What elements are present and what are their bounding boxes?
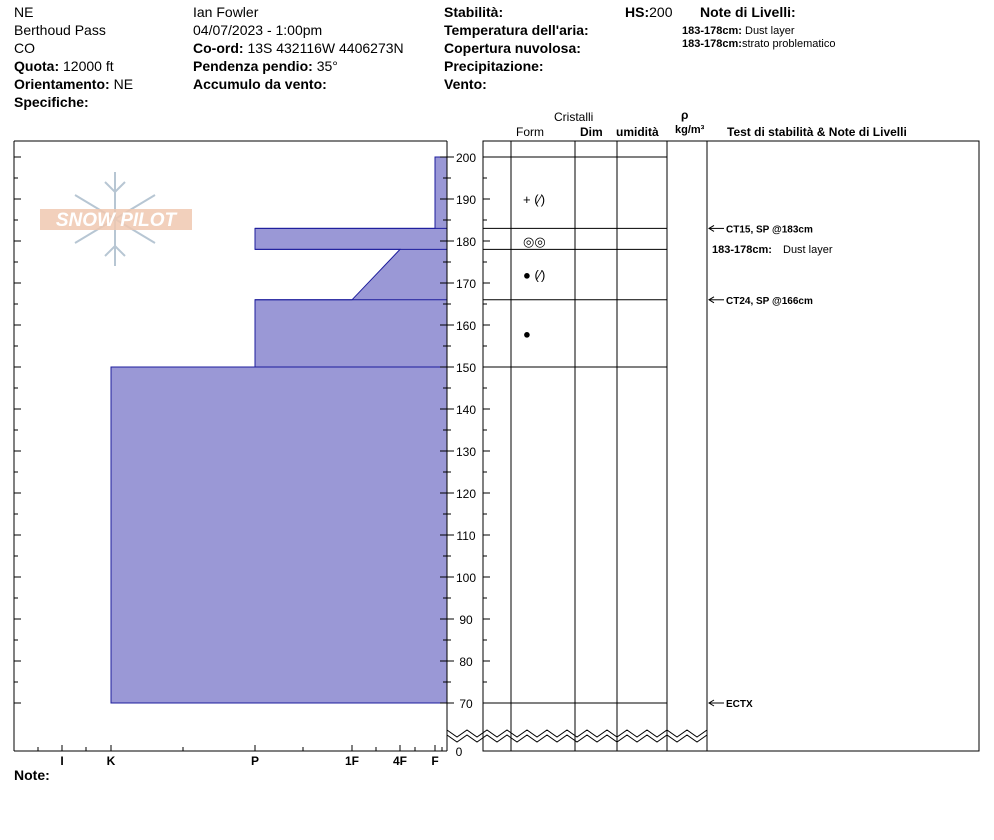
hardness-tick-label-I: I (60, 754, 64, 768)
elevation-label: Quota: (14, 58, 60, 74)
y-tick-label-0: 0 (455, 745, 463, 759)
precip-label: Precipitazione: (444, 58, 544, 74)
tests-header: Test di stabilità & Note di Livelli (727, 125, 907, 139)
hs-label: HS: (625, 4, 650, 20)
hs-value: 200 (649, 4, 673, 20)
y-tick-label-100: 100 (455, 571, 477, 585)
density-unit-header: kg/m³ (675, 124, 705, 136)
orientation-label: Orientamento: (14, 76, 110, 92)
observer: Ian Fowler (193, 4, 259, 20)
layer-note-1-range: 183-178cm: (682, 25, 742, 37)
hardness-tick-label-K: K (106, 754, 116, 768)
snow-pilot-logo (40, 172, 192, 266)
hardness-tick-label-F: F (431, 754, 439, 768)
y-tick-label-180: 180 (455, 235, 477, 249)
grain-form-symbol: ● (⁄) (523, 267, 546, 283)
rho-header: ρ (681, 108, 689, 122)
coord-label: Co-ord: (193, 40, 244, 56)
hardness-tick-label-4F: 4F (392, 754, 408, 768)
y-tick-label-170: 170 (455, 277, 477, 291)
y-tick-label-200: 200 (455, 151, 477, 165)
y-tick-label-150: 150 (455, 361, 477, 375)
axis-break-lower (447, 735, 707, 742)
aspect: NE (14, 4, 34, 20)
layer-comment-range: 183-178cm: (712, 244, 772, 256)
layer-notes-title: Note di Livelli: (700, 4, 796, 20)
grain-form-symbol: ◎◎ (523, 234, 546, 249)
y-tick-label-80: 80 (459, 655, 473, 669)
y-tick-label-140: 140 (455, 403, 477, 417)
hardness-profile-area (111, 157, 447, 703)
hardness-tick-label-P: P (250, 754, 260, 768)
wind-label: Vento: (444, 76, 487, 92)
y-tick-label-190: 190 (455, 193, 477, 207)
cloud-label: Copertura nuvolosa: (444, 40, 581, 56)
grain-form-symbol: + (⁄) (523, 192, 546, 207)
hardness-tick-label-1F: 1F (344, 754, 360, 768)
location: Berthoud Pass (14, 22, 106, 38)
y-tick-label-110: 110 (456, 529, 476, 543)
specifics-label: Specifiche: (14, 94, 89, 110)
y-tick-label-130: 130 (455, 445, 477, 459)
elevation-value: 12000 ft (63, 58, 114, 74)
logo-text: SNOW PILOT (55, 210, 177, 231)
stability-test: ECTX (726, 699, 753, 710)
datetime: 04/07/2023 - 1:00pm (193, 22, 323, 38)
y-tick-label-70: 70 (459, 697, 473, 711)
layer-note-2-range: 183-178cm: (682, 38, 742, 50)
slope-label: Pendenza pendio: (193, 58, 313, 74)
note-label: Note: (14, 767, 50, 783)
y-tick-label-120: 120 (455, 487, 477, 501)
humidity-header: umidità (616, 125, 659, 139)
y-tick-label-160: 160 (455, 319, 477, 333)
y-tick-label-90: 90 (459, 613, 473, 627)
state: CO (14, 40, 35, 56)
air-temp-label: Temperatura dell'aria: (444, 22, 589, 38)
layer-comment-text: Dust layer (783, 244, 833, 256)
orientation-value: NE (113, 76, 134, 92)
crystals-header: Cristalli (554, 110, 594, 124)
slope-value: 35° (316, 58, 338, 74)
wind-loading-label: Accumulo da vento: (193, 76, 327, 92)
grain-form-symbol: ● (523, 326, 531, 342)
coord-value: 13S 432116W 4406273N (247, 40, 404, 56)
layer-note-2-text: strato problematico (741, 38, 836, 50)
stability-test: CT24, SP @166cm (726, 295, 813, 307)
stability-label: Stabilità: (444, 4, 504, 20)
layer-note-1-text: Dust layer (745, 25, 795, 37)
stability-test: CT15, SP @183cm (726, 224, 813, 236)
dim-header: Dim (580, 125, 603, 139)
form-header: Form (516, 125, 544, 139)
